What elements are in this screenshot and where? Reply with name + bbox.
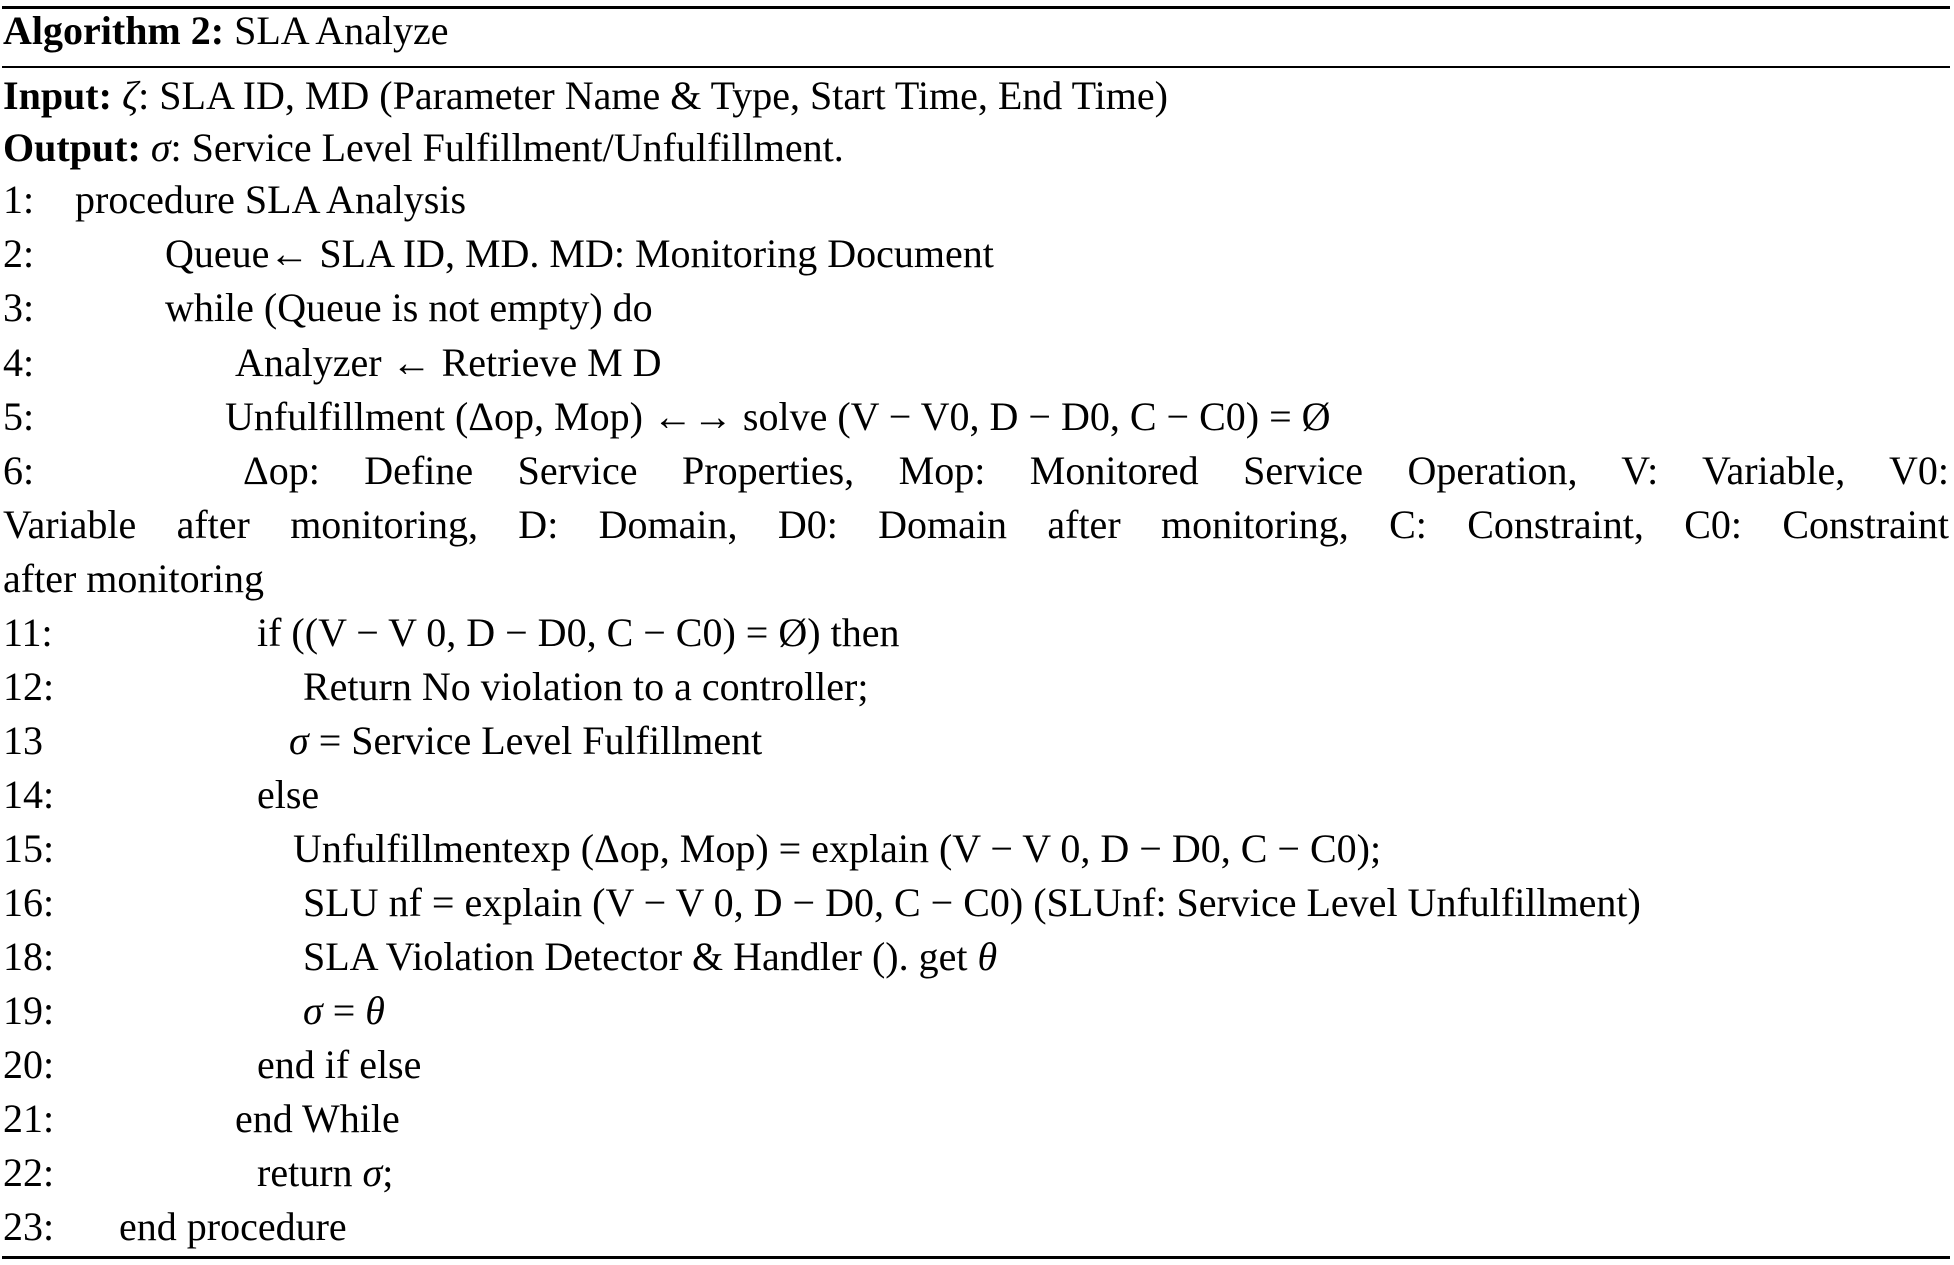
line-text-mid: = <box>322 988 366 1033</box>
algorithm-line <box>3 660 1949 714</box>
line-number: 15: <box>3 826 55 871</box>
line-number: 6: <box>3 448 35 493</box>
line-text: SLU nf = explain (V − V 0, D − D0, C − C0) (SLUnf: Service Level Unfulfillment) <box>303 880 1641 925</box>
algorithm-line-continuation <box>3 552 1949 606</box>
algorithm-line <box>3 984 1949 1038</box>
line-number: 4: <box>3 340 35 385</box>
output-text: : Service Level Fulfillment/Unfulfillment. <box>170 125 844 170</box>
algorithm-line <box>3 444 1949 498</box>
line-text: procedure SLA Analysis <box>75 177 467 222</box>
algorithm-label: Algorithm 2: <box>3 8 225 53</box>
line-text-tail: = Service Level Fulfillment <box>308 718 763 763</box>
input-symbol: ζ <box>121 73 139 118</box>
algorithm-line <box>3 876 1949 930</box>
input-text: : SLA ID, MD (Parameter Name & Type, Start Time, End Time) <box>138 73 1168 118</box>
line-number: 1: <box>3 177 35 222</box>
algorithm-line <box>3 281 1949 335</box>
line-text <box>303 984 385 1038</box>
line-number: 21: <box>3 1096 55 1141</box>
line-number: 3: <box>3 285 35 330</box>
line-text: if ((V − V 0, D − D0, C − C0) = Ø) then <box>257 610 900 655</box>
line-number: 19: <box>3 988 55 1033</box>
algorithm-line <box>3 1092 1949 1146</box>
algorithm-name: SLA Analyze <box>234 8 449 53</box>
algorithm-line <box>3 768 1949 822</box>
sigma-symbol: σ <box>303 988 323 1033</box>
line-text: Unfulfillmentexp (Δop, Mop) = explain (V − V 0, D − D0, C − C0); <box>293 826 1382 871</box>
algorithm-line <box>3 822 1949 876</box>
line-text: Δop: Define Service Properties, Mop: Monitored Service Operation, V: Variable, V0: <box>243 448 1949 493</box>
line-text-head: SLA Violation Detector & Handler (). get <box>303 934 978 979</box>
algorithm-line-continuation: Variable after monitoring, D: Domain, D0: Domain after monitoring, C: Constraint, C0: Constraint <box>3 502 1949 547</box>
line-text: end if else <box>257 1042 422 1087</box>
input-label: Input: <box>3 73 112 118</box>
line-text: Return No violation to a controller; <box>303 664 869 709</box>
line-number: 11: <box>3 610 53 655</box>
line-number: 5: <box>3 394 35 439</box>
sigma-symbol: σ <box>362 1150 383 1195</box>
line-text: end procedure <box>119 1204 347 1249</box>
line-number: 18: <box>3 934 55 979</box>
algorithm-line <box>3 336 1949 390</box>
line-number: 14: <box>3 772 55 817</box>
algorithm-output <box>3 121 1949 175</box>
line-text: Unfulfillment (Δop, Mop) ←→ solve (V − V0, D − D0, C − C0) = Ø <box>225 394 1331 439</box>
theta-symbol: θ <box>365 988 385 1033</box>
line-text: after monitoring <box>3 556 265 601</box>
line-number: 23: <box>3 1204 55 1249</box>
line-number: 12: <box>3 664 55 709</box>
algorithm-line <box>3 1146 1949 1200</box>
algorithm-line <box>3 606 1949 660</box>
algorithm-line <box>3 227 1949 281</box>
line-text: else <box>257 772 320 817</box>
line-number: 2: <box>3 231 35 276</box>
line-number: 22: <box>3 1150 55 1195</box>
theta-symbol: θ <box>977 934 998 979</box>
algorithm-line <box>3 930 1949 984</box>
sigma-symbol: σ <box>289 718 309 763</box>
line-text: while (Queue is not empty) do <box>165 285 653 330</box>
line-text <box>303 930 997 984</box>
line-text-head: return <box>257 1150 363 1195</box>
algorithm-line <box>3 173 1949 227</box>
output-label: Output: <box>3 125 141 170</box>
line-text <box>289 714 762 768</box>
algorithm-line <box>3 1200 1949 1254</box>
line-text: Analyzer ← Retrieve M D <box>235 340 662 385</box>
line-text <box>257 1146 393 1200</box>
algorithm-title <box>3 4 1949 58</box>
output-symbol: σ <box>150 125 171 170</box>
line-number: 16: <box>3 880 55 925</box>
header-rule <box>2 66 1950 68</box>
line-text: Queue← SLA ID, MD. MD: Monitoring Document <box>165 231 994 276</box>
line-number: 13 <box>3 718 43 763</box>
algorithm-line <box>3 1038 1949 1092</box>
line-text-tail: ; <box>382 1150 394 1195</box>
bottom-rule <box>2 1256 1950 1259</box>
line-text: end While <box>235 1096 400 1141</box>
line-number: 20: <box>3 1042 55 1087</box>
algorithm-line <box>3 714 1949 768</box>
algorithm-input <box>3 69 1949 123</box>
algorithm-line <box>3 390 1949 444</box>
